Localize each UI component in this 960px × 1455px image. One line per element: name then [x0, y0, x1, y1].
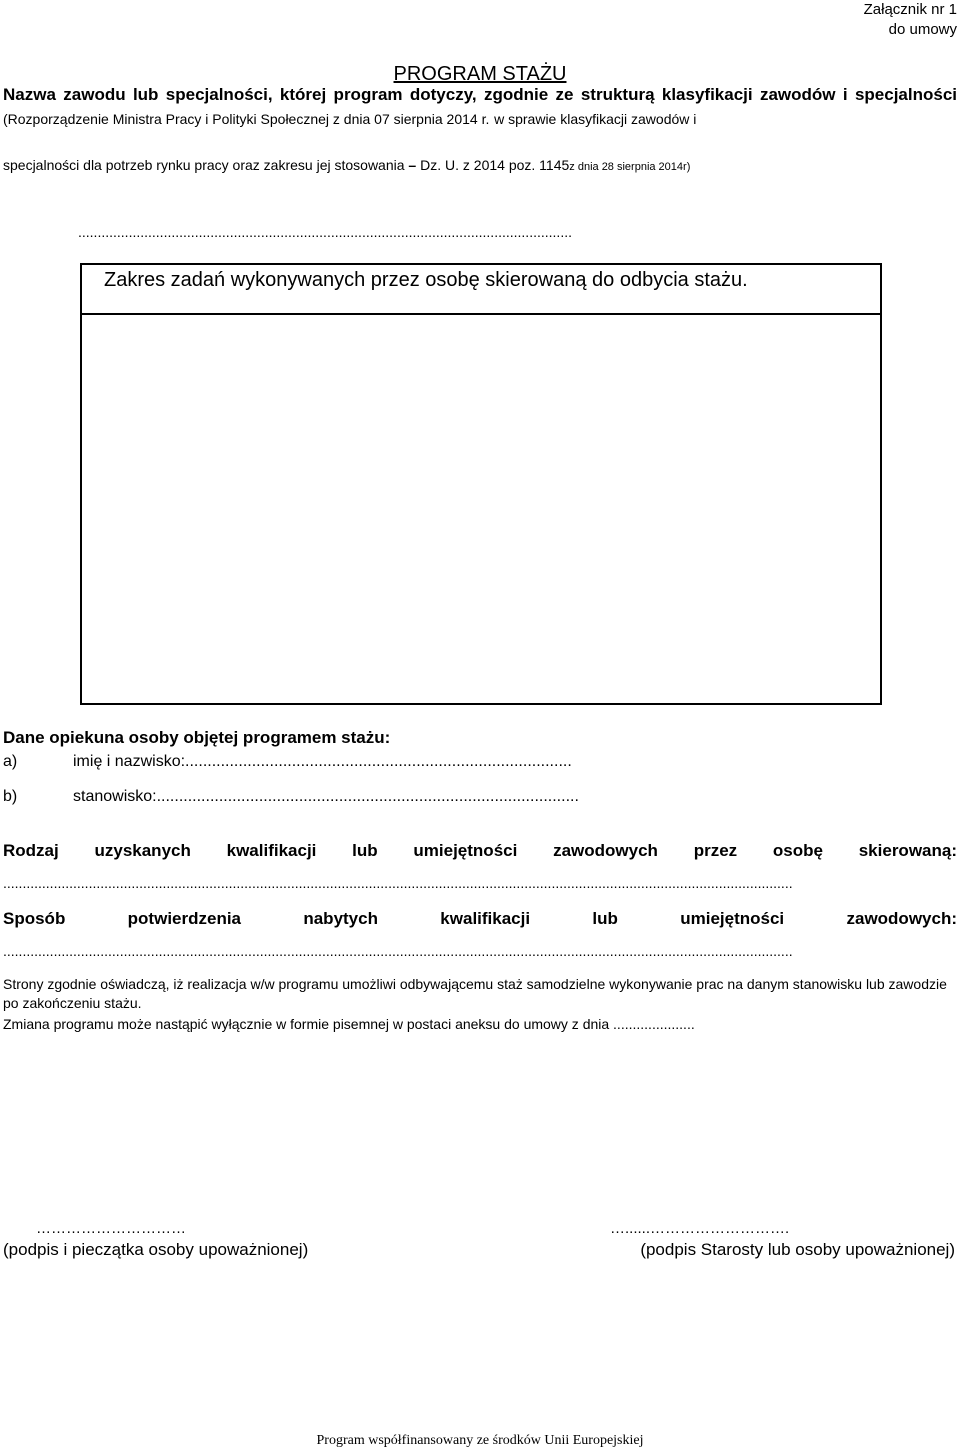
- qualifications-heading: Rodzaj uzyskanych kwalifikacji lub umiejętności zawodowych przez osobę skierowaną:: [3, 841, 957, 860]
- regulation-date: z dnia 28 sierpnia 2014r): [569, 161, 691, 173]
- regulation-journal: Dz. U. z 2014 poz. 1145: [420, 157, 570, 173]
- profession-field[interactable]: ...............................................................................................................................: [78, 224, 572, 240]
- tasks-heading: Zakres zadań wykonywanych przez osobę skierowaną do odbycia stażu.: [82, 265, 880, 315]
- left-signature-label: (podpis i pieczątka osoby upoważnionej): [3, 1240, 309, 1259]
- mentor-position-marker: b): [3, 788, 18, 805]
- regulation-line: [3, 155, 957, 177]
- page-title: PROGRAM STAŻU: [393, 63, 567, 85]
- qualifications-field[interactable]: ...........................................................................................................................................................................................................: [3, 876, 793, 890]
- profession-heading: Nazwa zawodu lub specjalności, której program dotyczy, zgodnie ze strukturą klasyfikacji zawodów i specjalności: [3, 85, 957, 104]
- mentor-name-field[interactable]: [3, 751, 572, 773]
- regulation-text: (Rozporządzenie Ministra Pracy i Polityki Społecznej z dnia 07 sierpnia 2014 r.: [3, 111, 490, 127]
- attachment-reference: do umowy: [888, 21, 957, 38]
- mentor-position-label: stanowisko:...............................................................................................: [73, 788, 579, 805]
- confirmation-field[interactable]: ...........................................................................................................................................................................................................: [3, 944, 793, 958]
- amendment-text: Zmiana programu może nastąpić wyłącznie w formie pisemnej w postaci aneksu do umowy z dnia .....................: [3, 1016, 695, 1032]
- tasks-table: [80, 263, 882, 705]
- attachment-note: [864, 0, 957, 40]
- mentor-position-field[interactable]: [3, 786, 579, 808]
- regulation-dash: –: [408, 157, 417, 173]
- regulation-continuation: w sprawie klasyfikacji zawodów i: [494, 111, 697, 127]
- profession-description: [3, 83, 957, 131]
- footer-note: Program współfinansowany ze środków Unii Europejskiej: [316, 1433, 644, 1448]
- right-signature-line: …......……………………….: [610, 1220, 790, 1237]
- statement-text: Strony zgodnie oświadczą, iż realizacja w/w programu umożliwi odbywającemu staż samodzielne wykonywanie prac na danym stanowisku lub zawodzie po zakończeniu stażu.: [3, 976, 947, 1011]
- regulation-scope: specjalności dla potrzeb rynku pracy oraz zakresu jej stosowania: [3, 157, 405, 173]
- confirmation-heading: Sposób potwierdzenia nabytych kwalifikacji lub umiejętności zawodowych:: [3, 909, 957, 928]
- tasks-content-area[interactable]: [82, 315, 880, 701]
- left-signature-line: …………………………: [36, 1220, 186, 1237]
- mentor-heading: Dane opiekuna osoby objętej programem stażu:: [3, 728, 391, 747]
- mentor-name-marker: a): [3, 753, 18, 770]
- attachment-number: Załącznik nr 1: [863, 1, 957, 18]
- mentor-name-label: imię i nazwisko:.......................................................................................: [73, 753, 572, 770]
- right-signature-label: (podpis Starosty lub osoby upoważnionej): [640, 1240, 955, 1259]
